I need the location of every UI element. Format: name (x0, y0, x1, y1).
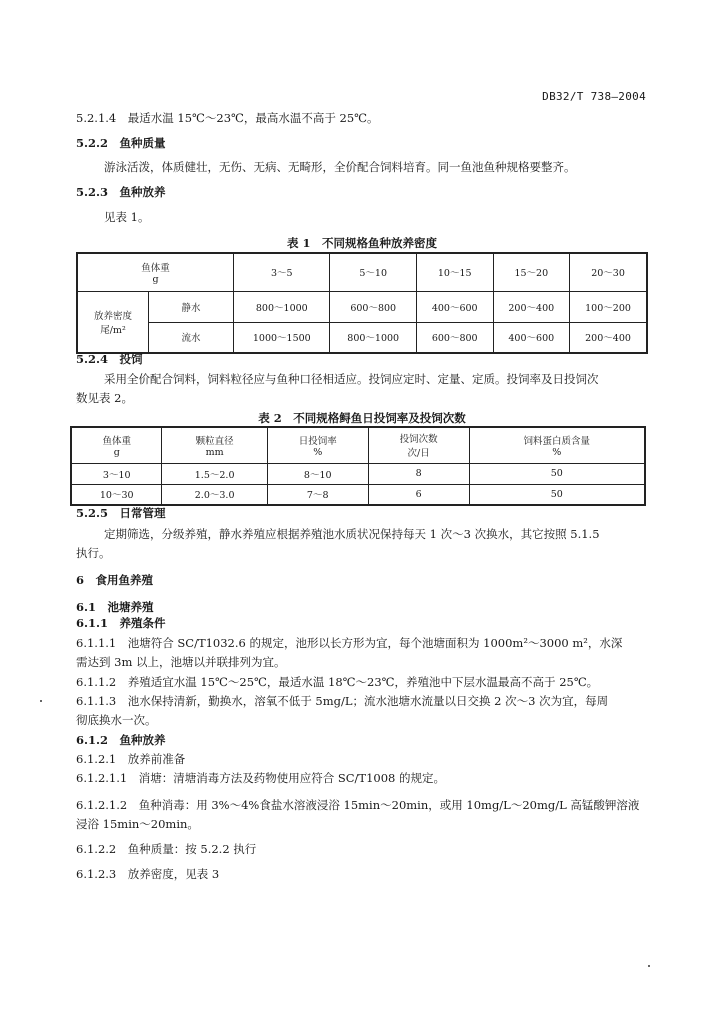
table1-type: 静水 (149, 291, 234, 322)
table2-header-cell (368, 427, 469, 463)
table1-size: 5～10 (330, 253, 416, 291)
table2-header-cell (71, 427, 162, 463)
clause-6-1-2-1: 6.1.2.1 放养前准备 (76, 752, 186, 766)
table1-size: 3～5 (234, 253, 330, 291)
table2-header-unit: 次/日 (407, 448, 430, 460)
table2-caption: 表 2 不同规格鲟鱼日投饲率及投饲次数 (258, 411, 466, 425)
table1-row-unit: 尾/m² (100, 324, 126, 336)
table2-header-unit: % (313, 446, 323, 458)
table2-cell: 8 (368, 463, 469, 484)
table2-header: 投饲次数 (399, 434, 438, 446)
table2-header-cell (469, 427, 645, 463)
table2-cell: 7～8 (267, 484, 368, 505)
scan-speck (40, 700, 42, 702)
table2-cell: 2.0～3.0 (162, 484, 267, 505)
clause-6-1-1-1-line1: 6.1.1.1 池塘符合 SC/T1032.6 的规定，池形以长方形为宜，每个池塘面积为 1000m²～3000 m²，水深 (76, 636, 623, 650)
paragraph-5-2-2: 游泳活泼，体质健壮，无伤、无病、无畸形，全价配合饲料培育。同一鱼池鱼种规格要整齐。 (104, 160, 576, 174)
table2-cell: 1.5～2.0 (162, 463, 267, 484)
table2-header: 饲料蛋白质含量 (523, 435, 591, 447)
paragraph-5-2-5-line1: 定期筛选，分级养殖，静水养殖应根据养殖池水质状况保持每天 1 次～3 次换水，其它按照 5.1.5 (104, 527, 600, 541)
table1-cell: 200～400 (570, 322, 647, 353)
clause-6-1-2-1-1: 6.1.2.1.1 消塘：清塘消毒方法及药物使用应符合 SC/T1008 的规定。 (76, 771, 446, 785)
clause-6-1-2-1-2-line2: 浸浴 15min～20min。 (76, 817, 199, 831)
table2-header-cell (162, 427, 267, 463)
clause-6-1-1-1-line2: 需达到 3m 以上，池塘以并联排列为宜。 (76, 655, 286, 669)
table1-type: 流水 (149, 322, 234, 353)
table2-header: 鱼体重 (102, 435, 131, 447)
table2-cell: 8～10 (267, 463, 368, 484)
table2-header: 颗粒直径 (195, 435, 234, 447)
table1-head-unit: g (152, 273, 159, 285)
table2-header: 日投饲率 (298, 435, 337, 447)
paragraph-5-2-3: 见表 1。 (104, 210, 150, 224)
table1-cell: 200～400 (493, 291, 570, 322)
table1-size: 20～30 (570, 253, 647, 291)
table1-cell: 600～800 (416, 322, 493, 353)
clause-6-1-2-3: 6.1.2.3 放养密度，见表 3 (76, 867, 220, 881)
table2-cell: 10～30 (71, 484, 162, 505)
clause-6-1-1-3-line2: 彻底换水一次。 (76, 713, 157, 727)
table1-cell: 800～1000 (330, 322, 416, 353)
table-2 (70, 426, 646, 506)
heading-5-2-2: 5.2.2 鱼种质量 (76, 136, 166, 150)
table2-header-cell (267, 427, 368, 463)
clause-6-1-2-2: 6.1.2.2 鱼种质量：按 5.2.2 执行 (76, 842, 257, 856)
heading-5-2-4: 5.2.4 投饲 (76, 352, 143, 366)
table2-cell: 50 (469, 463, 645, 484)
heading-5-2-3: 5.2.3 鱼种放养 (76, 185, 166, 199)
heading-6-1-1: 6.1.1 养殖条件 (76, 616, 166, 630)
table2-header-unit: g (113, 446, 120, 458)
scan-speck (648, 965, 650, 967)
table1-cell: 400～600 (416, 291, 493, 322)
clause-5-2-1-4: 5.2.1.4 最适水温 15℃～23℃，最高水温不高于 25℃。 (76, 111, 379, 125)
table-1 (76, 252, 648, 354)
table1-size: 15～20 (493, 253, 570, 291)
table1-head-cell (77, 253, 234, 291)
paragraph-5-2-5-line2: 执行。 (76, 546, 111, 560)
heading-6-1: 6.1 池塘养殖 (76, 600, 154, 614)
standard-code: DB32/T 738—2004 (542, 90, 646, 103)
table1-cell: 400～600 (493, 322, 570, 353)
table1-row-label: 放养密度 (93, 310, 132, 322)
table1-cell: 100～200 (570, 291, 647, 322)
table1-cell: 800～1000 (234, 291, 330, 322)
table1-head-label: 鱼体重 (141, 262, 170, 274)
clause-6-1-2-1-2-line1: 6.1.2.1.2 鱼种消毒：用 3%～4%食盐水溶液浸浴 15min～20min，或用 10mg/L～20mg/L 高锰酸钾溶液 (76, 798, 640, 812)
clause-6-1-1-2: 6.1.1.2 养殖适宜水温 15℃～25℃，最适水温 18℃～23℃，养殖池中下层水温最高不高于 25℃。 (76, 675, 599, 689)
paragraph-5-2-4-line1: 采用全价配合饲料，饲料粒径应与鱼种口径相适应。投饲应定时、定量、定质。投饲率及日投饲次 (104, 372, 599, 386)
table2-cell: 3～10 (71, 463, 162, 484)
heading-6: 6 食用鱼养殖 (76, 573, 154, 587)
table2-cell: 50 (469, 484, 645, 505)
heading-5-2-5: 5.2.5 日常管理 (76, 506, 166, 520)
table1-row-label-cell (77, 291, 149, 353)
table2-cell: 6 (368, 484, 469, 505)
table2-header-unit: mm (205, 446, 224, 458)
clause-6-1-1-3-line1: 6.1.1.3 池水保持清新，勤换水，溶氧不低于 5mg/L；流水池塘水流量以日交换 2 次～3 次为宜，每周 (76, 694, 609, 708)
heading-6-1-2: 6.1.2 鱼种放养 (76, 733, 166, 747)
paragraph-5-2-4-line2: 数见表 2。 (76, 391, 133, 405)
table1-size: 10～15 (416, 253, 493, 291)
table2-header-unit: % (552, 446, 562, 458)
table1-cell: 600～800 (330, 291, 416, 322)
table1-cell: 1000～1500 (234, 322, 330, 353)
table1-caption: 表 1 不同规格鱼种放养密度 (286, 236, 437, 250)
